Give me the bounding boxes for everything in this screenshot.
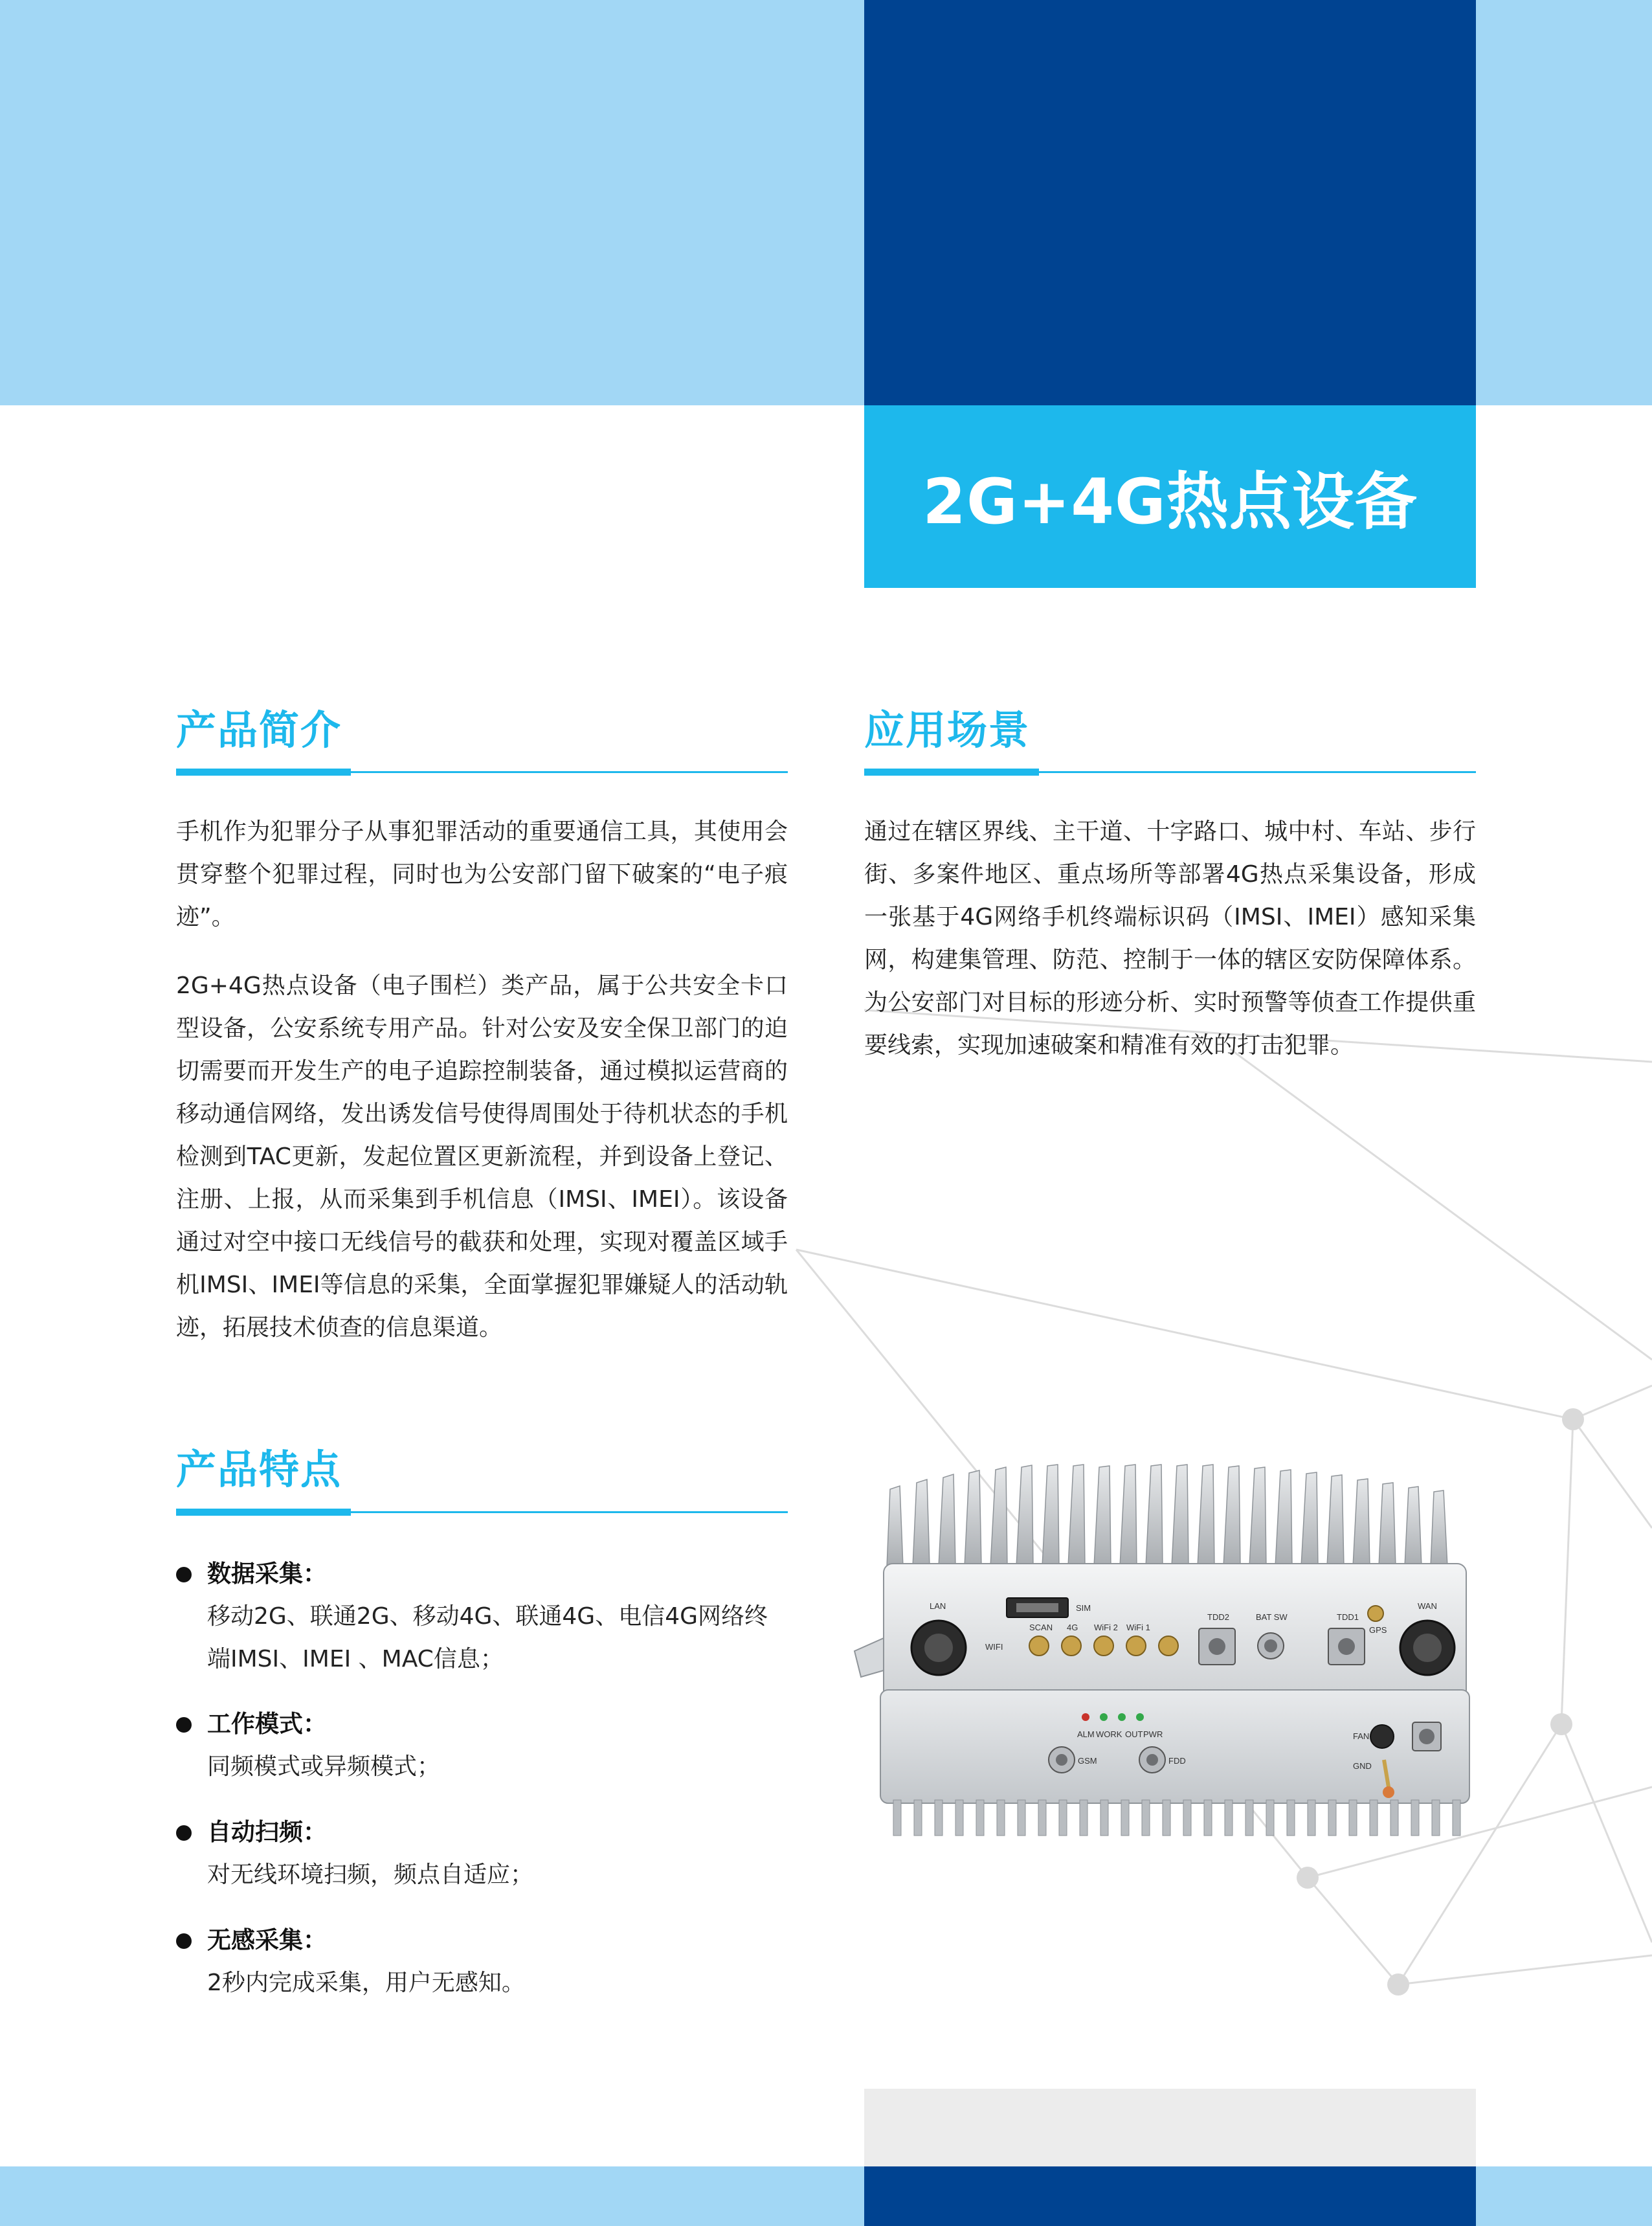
device-label-bat-sw: BAT SW (1256, 1612, 1288, 1622)
device-label-work: WORK (1096, 1729, 1122, 1739)
intro-heading-accent (176, 769, 351, 776)
intro-paragraph-1: 手机作为犯罪分子从事犯罪活动的重要通信工具，其使用会贯穿整个犯罪过程，同时也为公安部门留下破案的“电子痕迹”。 (176, 818, 788, 930)
device-label-gnd: GND (1353, 1761, 1372, 1771)
feature-item (176, 1811, 788, 1896)
device-label-alm: ALM (1077, 1729, 1095, 1739)
feature-desc: 对无线环境扫频，频点自适应； (207, 1861, 534, 1888)
device-label-tdd2: TDD2 (1207, 1612, 1229, 1622)
feature-desc: 移动2G、联通2G、移动4G、联通4G、电信4G网络终端IMSI、IMEI 、MAC信息； (207, 1603, 768, 1672)
bullet-icon (176, 1825, 192, 1841)
intro-paragraph-2: 2G+4G热点设备（电子围栏）类产品，属于公共安全卡口型设备，公安系统专用产品。针对公安及安全保卫部门的迫切需要而开发生产的电子追踪控制装备，通过模拟运营商的移动通信网络，发出诱发信号使得周围处于待机状态的手机检测到TAC更新，发起位置区更新流程，并到设备上登记、注册、上报，从而采集到手机信息（IMSI、IMEI）。该设备通过对空中接口无线信号的截获和处理，实现对覆盖区域手机IMSI、IMEI等信息的采集，全面掌握犯罪嫌疑人的活动轨迹，拓展技术侦查的信息渠道。 (176, 972, 788, 1341)
device-label-wan: WAN (1418, 1601, 1437, 1611)
device-label-lan: LAN (930, 1601, 946, 1611)
intro-heading: 产品简介 (176, 706, 342, 754)
device-illustration (842, 1450, 1502, 1852)
scenario-heading: 应用场景 (864, 706, 1031, 754)
device-label-sim: SIM (1076, 1603, 1091, 1613)
scenario-paragraph: 通过在辖区界线、主干道、十字路口、城中村、车站、步行街、多案件地区、重点场所等部署4G热点采集设备，形成一张基于4G网络手机终端标识码（IMSI、IMEI）感知采集网，构建集管理、防范、控制于一体的辖区安防保障体系。为公安部门对目标的形迹分析、实时预警等侦查工作提供重要线索，实现加速破案和精准有效的打击犯罪。 (864, 818, 1476, 1059)
device-label-wifi2: WiFi 2 (1094, 1623, 1118, 1632)
feature-item (176, 1553, 788, 1681)
bullet-icon (176, 1567, 192, 1582)
device-label-wifi: WIFI (985, 1642, 1003, 1652)
features-heading: 产品特点 (176, 1446, 342, 1493)
device-label-gsm: GSM (1078, 1756, 1097, 1766)
bullet-icon (176, 1717, 192, 1733)
feature-item (176, 1919, 788, 2005)
scenario-heading-accent (864, 769, 1039, 776)
device-label-wifi1: WiFi 1 (1126, 1623, 1150, 1632)
device-label-pwr: PWR (1143, 1729, 1163, 1739)
device-label-4g: 4G (1067, 1623, 1078, 1632)
top-dark-banner (864, 0, 1476, 405)
features-heading-accent (176, 1509, 351, 1516)
page-title: 2G+4G热点设备 (922, 465, 1418, 538)
device-label-fan: FAN (1353, 1731, 1370, 1741)
feature-title: 自动扫频： (207, 1818, 327, 1846)
device-label-scan: SCAN (1029, 1623, 1053, 1632)
feature-desc: 同频模式或异频模式； (207, 1753, 441, 1780)
footer-dark-block (864, 2166, 1476, 2226)
feature-desc: 2秒内完成采集，用户无感知。 (207, 1970, 525, 1996)
feature-title: 数据采集： (207, 1560, 327, 1588)
feature-title: 无感采集： (207, 1926, 327, 1954)
feature-item (176, 1703, 788, 1788)
feature-title: 工作模式： (207, 1710, 327, 1738)
device-label-out: OUT (1125, 1729, 1143, 1739)
product-image (842, 1450, 1502, 1852)
bullet-icon (176, 1933, 192, 1949)
title-band (864, 405, 1476, 588)
footer-gray-block (864, 2089, 1476, 2166)
device-label-tdd1: TDD1 (1337, 1612, 1359, 1622)
device-label-fdd: FDD (1168, 1756, 1186, 1766)
device-label-gps: GPS (1369, 1625, 1387, 1635)
